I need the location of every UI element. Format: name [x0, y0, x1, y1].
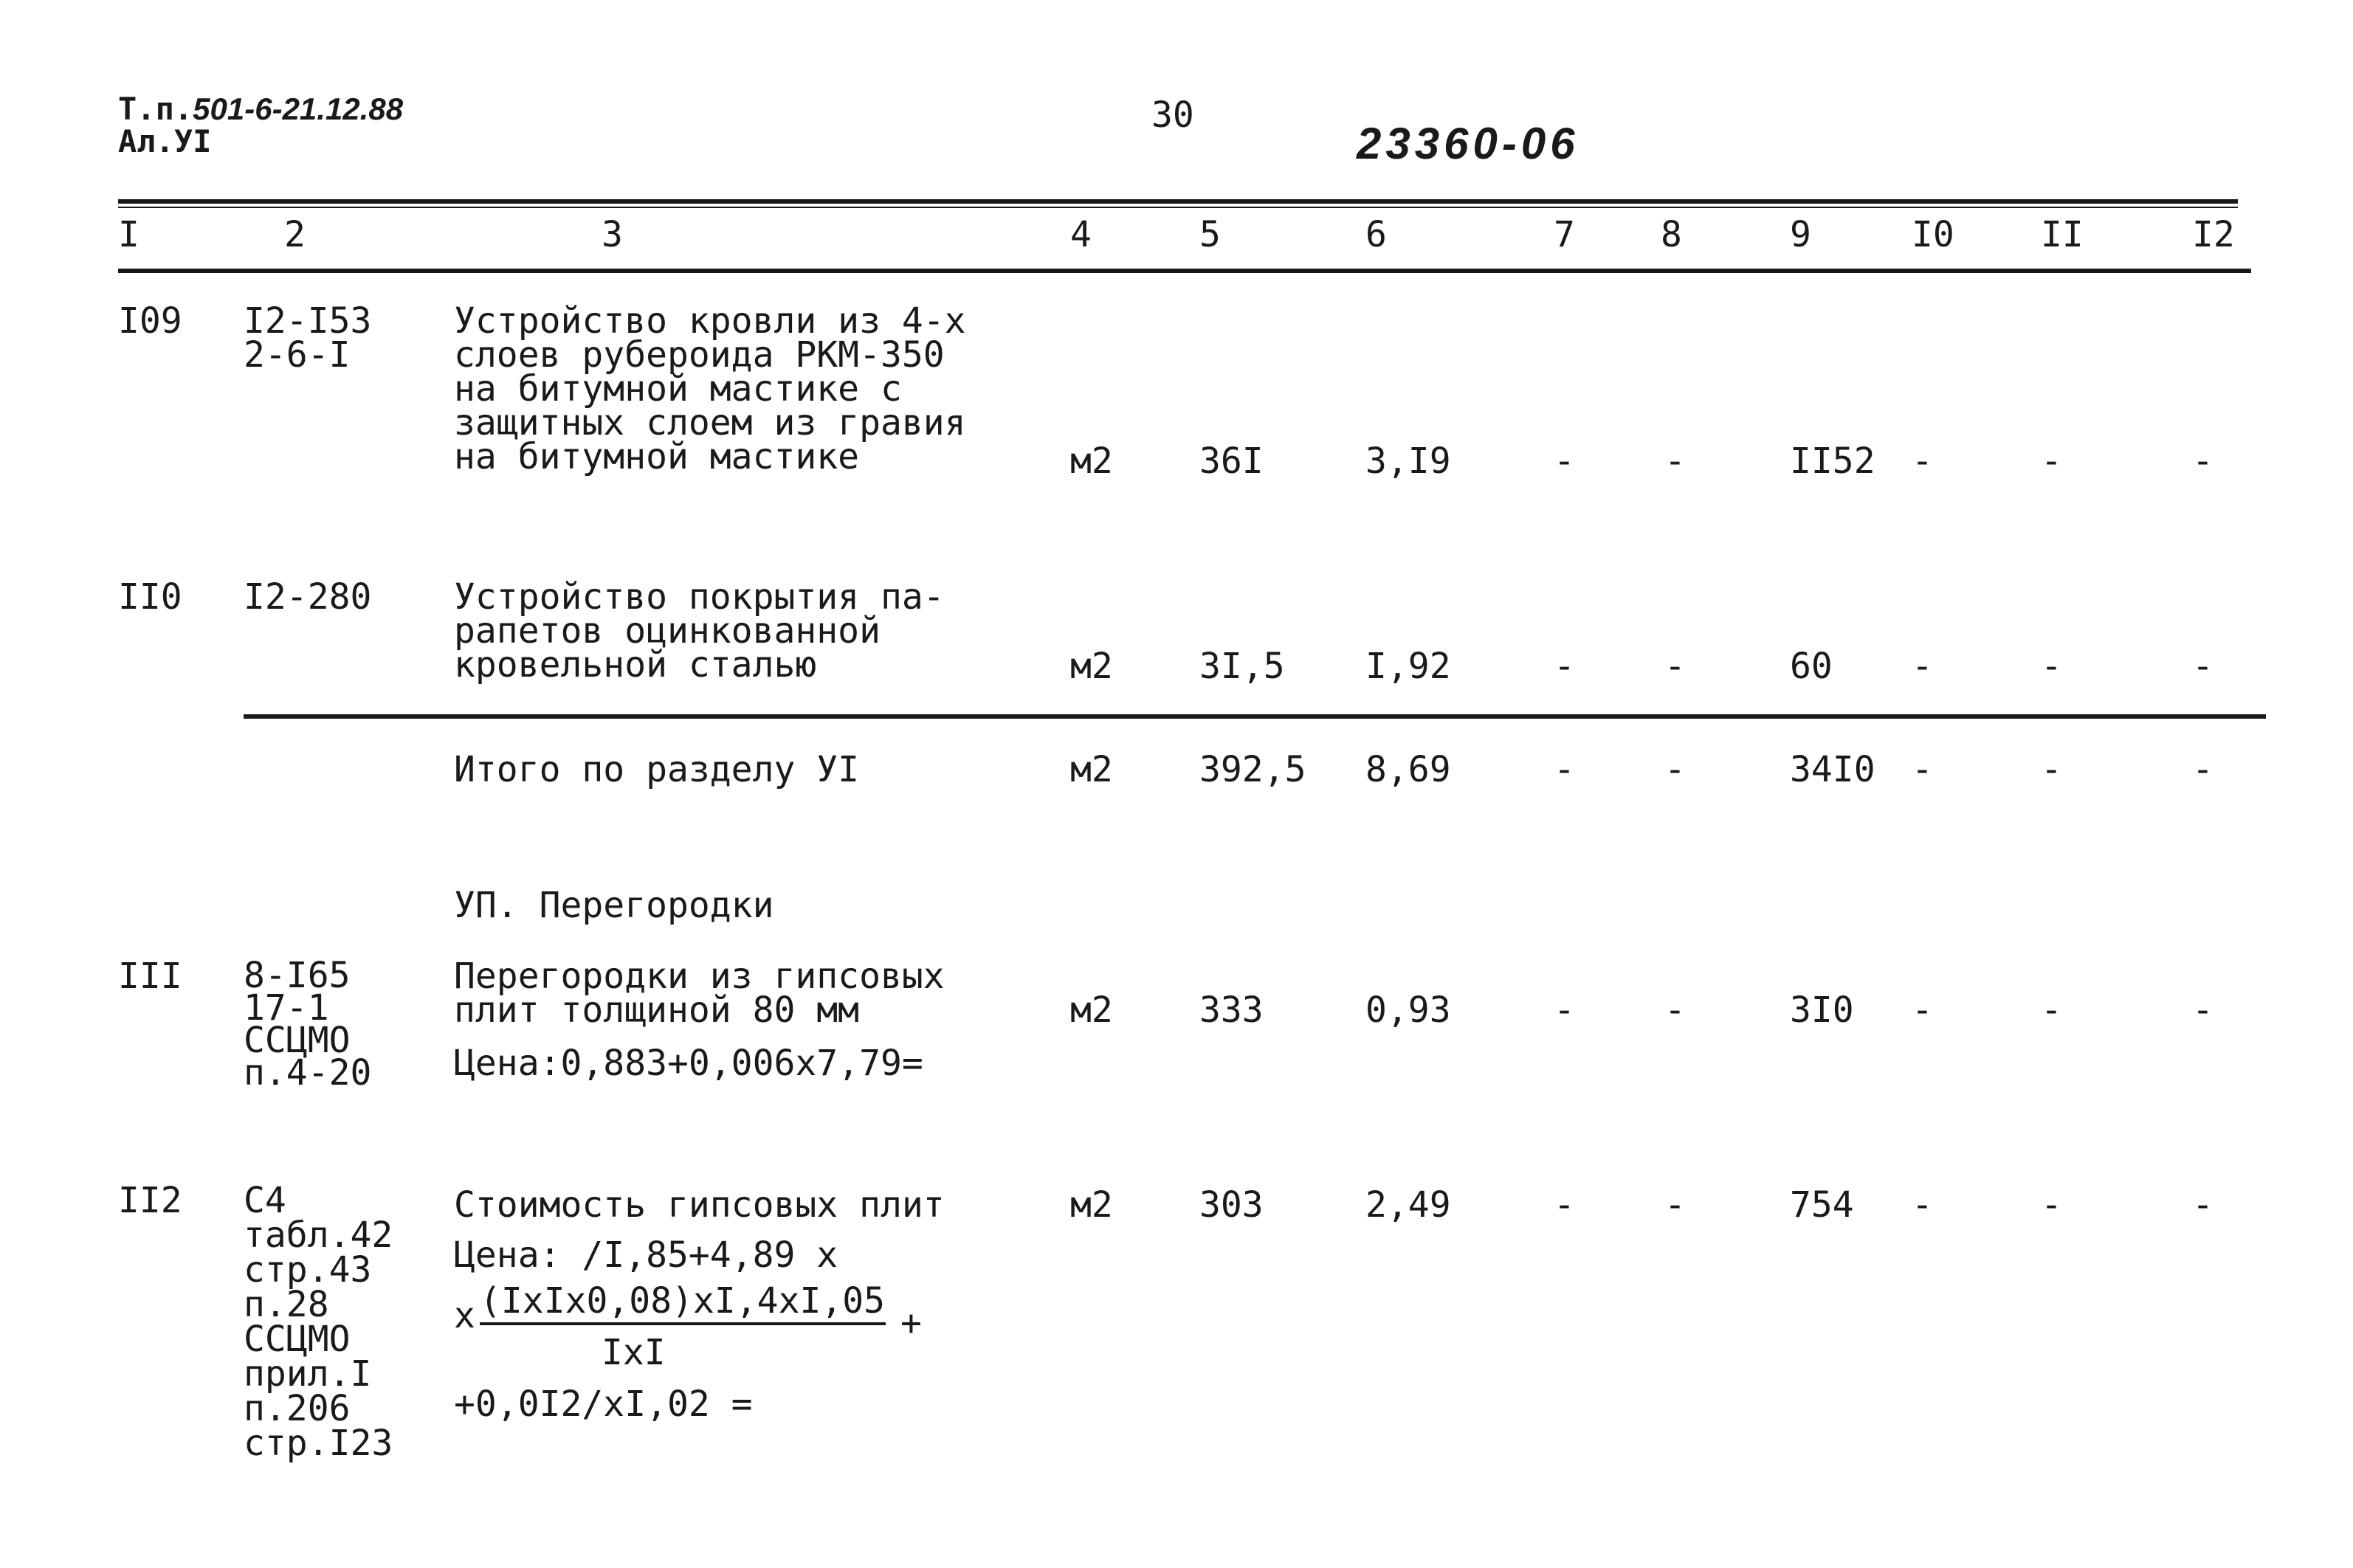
row-col5: 36I	[1199, 441, 1264, 482]
row-col8: -	[1664, 1184, 1686, 1226]
doc-code: 23360-06	[1357, 119, 1579, 168]
row-col11: -	[2041, 990, 2062, 1031]
row-col7: -	[1554, 1184, 1575, 1226]
row-description: Устройство кровли из 4-х слоев рубероида РКМ-350 на битумной мастике с защитных слоем из гравия на битумной мастике	[454, 300, 966, 477]
row-col9: II52	[1790, 441, 1875, 482]
row-col5: 3I,5	[1199, 646, 1285, 687]
row-unit: м2	[1070, 1184, 1113, 1226]
row-unit: м2	[1070, 646, 1113, 687]
col-header-5: 5	[1199, 214, 1221, 255]
col-header-4: 4	[1070, 214, 1092, 255]
row-price-line1: Цена: /I,85+4,89 х	[454, 1234, 838, 1276]
fraction-plus: +	[900, 1302, 922, 1344]
row-col10: -	[1912, 646, 1933, 687]
col-header-11: II	[2041, 214, 2084, 255]
col-header-8: 8	[1661, 214, 1682, 255]
row-col10: -	[1912, 990, 1933, 1031]
row-code: 8-I65 17-1 ССЦМО п.4-20	[244, 955, 372, 1094]
row-col6: I,92	[1365, 646, 1451, 687]
header-bottom-rule	[118, 269, 2251, 273]
row-col5: 333	[1199, 990, 1264, 1031]
total-col12: -	[2192, 749, 2214, 790]
row-col8: -	[1664, 990, 1686, 1031]
col-header-10: I0	[1912, 214, 1954, 255]
doc-prefix: Т.п.	[118, 91, 193, 127]
row-col11: -	[2041, 441, 2062, 482]
page-number: 30	[1151, 94, 1194, 136]
row-col6: 2,49	[1365, 1184, 1451, 1226]
col-header-9: 9	[1790, 214, 1811, 255]
col-header-3: 3	[602, 214, 623, 255]
row-col9: 60	[1790, 646, 1833, 687]
row-col5: 303	[1199, 1184, 1264, 1226]
row-col6: 0,93	[1365, 990, 1451, 1031]
row-code: С4 табл.42 стр.43 п.28 ССЦМО прил.I п.206 стр.I23	[244, 1180, 393, 1464]
fraction-numerator: (IхIх0,08)хI,4хI,05	[480, 1280, 886, 1322]
row-col6: 3,I9	[1365, 441, 1451, 482]
total-col9: 34I0	[1790, 749, 1875, 790]
document-header	[118, 93, 403, 158]
col-header-1: I	[118, 214, 139, 255]
row-description: Перегородки из гипсовых плит толщиной 80 мм	[454, 956, 945, 1031]
row-col11: -	[2041, 646, 2062, 687]
top-rule-thin	[118, 207, 2238, 208]
col-header-12: I2	[2192, 214, 2235, 255]
section-title: УП. Перегородки	[454, 885, 774, 926]
top-rule	[118, 199, 2238, 204]
row-col7: -	[1554, 990, 1575, 1031]
col-header-7: 7	[1554, 214, 1575, 255]
row-unit: м2	[1070, 441, 1113, 482]
total-col5: 392,5	[1199, 749, 1306, 790]
total-col8: -	[1664, 749, 1686, 790]
row-number: III	[118, 956, 182, 997]
row-col8: -	[1664, 441, 1686, 482]
col-header-6: 6	[1365, 214, 1387, 255]
total-col6: 8,69	[1365, 749, 1451, 790]
row-description: Устройство покрытия па- рапетов оцинкованной кровельной сталью	[454, 576, 945, 685]
row-col12: -	[2192, 646, 2214, 687]
row-col10: -	[1912, 441, 1933, 482]
total-unit: м2	[1070, 749, 1113, 790]
row-col7: -	[1554, 441, 1575, 482]
row-number: II0	[118, 576, 182, 618]
row-price-line3: +0,0I2/хI,02 =	[454, 1384, 753, 1425]
row-col8: -	[1664, 646, 1686, 687]
row-col7: -	[1554, 646, 1575, 687]
row-col9: 3I0	[1790, 990, 1854, 1031]
row-col11: -	[2041, 1184, 2062, 1226]
fraction-denominator: IхI	[602, 1332, 666, 1373]
row-col12: -	[2192, 990, 2214, 1031]
row-code: I2-I53 2-6-I	[244, 300, 372, 376]
row-col12: -	[2192, 1184, 2214, 1226]
row-unit: м2	[1070, 990, 1113, 1031]
row-col10: -	[1912, 1184, 1933, 1226]
album-label: Ал.УI	[118, 123, 212, 159]
project-number: 501-6-21.12.88	[193, 91, 404, 126]
total-col11: -	[2041, 749, 2062, 790]
fraction-bar	[480, 1322, 886, 1325]
row-col9: 754	[1790, 1184, 1854, 1226]
row-number: I09	[118, 300, 182, 342]
col-header-2: 2	[284, 214, 306, 255]
row-number: II2	[118, 1180, 182, 1221]
row-col12: -	[2192, 441, 2214, 482]
fraction-prefix: х	[454, 1295, 475, 1336]
total-rule	[244, 714, 2266, 719]
row-description: Стоимость гипсовых плит	[454, 1184, 945, 1226]
row-code: I2-280	[244, 576, 372, 618]
total-col10: -	[1912, 749, 1933, 790]
total-col7: -	[1554, 749, 1575, 790]
total-label: Итого по разделу УI	[454, 749, 860, 790]
row-price-formula: Цена:0,883+0,006х7,79=	[454, 1043, 923, 1084]
